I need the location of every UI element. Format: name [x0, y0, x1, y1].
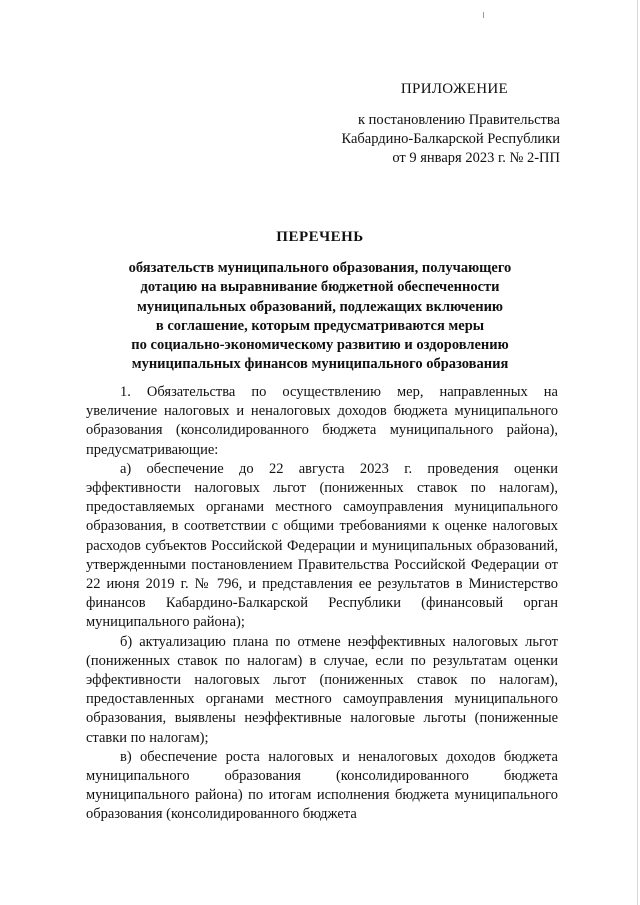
- heading-line-3: муниципальных образований, подлежащих включению: [136, 298, 504, 315]
- appendix-title: ПРИЛОЖЕНИЕ: [400, 81, 508, 97]
- heading-line-1: обязательств муниципального образования, получающего: [128, 260, 512, 277]
- appendix-line-3: от 9 января 2023 г. № 2-ПП: [392, 150, 560, 166]
- scan-artifact: [483, 12, 484, 18]
- paragraph-1: 1. Обязательства по осуществлению мер, направленных на увеличение налоговых и неналоговых доходов бюджета муниципального образования (консолидированного бюджета муниципального района), предусматривающие:: [86, 384, 558, 458]
- document-heading: [0, 228, 640, 374]
- document-body: [86, 383, 558, 825]
- heading-title: ПЕРЕЧЕНЬ: [276, 229, 364, 245]
- heading-line-6: муниципальных финансов муниципального образования: [131, 356, 509, 373]
- heading-line-4: в соглашение, которым предусматриваются меры: [155, 317, 485, 334]
- paragraph-a: а) обеспечение до 22 августа 2023 г. проведения оценки эффективности налоговых льгот (пониженных ставок по налогам), предоставляемых органами местного самоуправления муниципального образования, в соответствии с общими требованиями к оценке налоговых расходов субъектов Российской Федерации и муниципальных образований, утвержденными постановлением Правительства Российской Федерации от 22 июня 2019 г. № 796, и представления ее результатов в Министерство финансов Кабардино-Балкарской Республики (финансовый орган муниципального района);: [86, 460, 558, 631]
- paragraph-b: б) актуализацию плана по отмене неэффективных налоговых льгот (пониженных ставок по налогам) в случае, если по результатам оценки эффективности налоговых льгот (пониженных ставок по налогам), предоставленных органами местного самоуправления муниципального образования, выявлены неэффективные налоговые льготы (пониженные ставки по налогам);: [86, 633, 558, 746]
- paragraph-v: в) обеспечение роста налоговых и неналоговых доходов бюджета муниципального образования (консолидированного бюджета муниципального района) по итогам исполнения бюджета муниципального образования (консолидированного бюджета: [86, 748, 558, 823]
- heading-line-2: дотацию на выравнивание бюджетной обеспеченности: [140, 279, 500, 296]
- appendix-line-2: Кабардино-Балкарской Республики: [341, 131, 560, 147]
- page-edge-line: [637, 0, 638, 905]
- appendix-line-1: к постановлению Правительства: [358, 112, 560, 128]
- heading-line-5: по социально-экономическому развитию и оздоровлению: [131, 337, 509, 354]
- appendix-header: [341, 80, 560, 168]
